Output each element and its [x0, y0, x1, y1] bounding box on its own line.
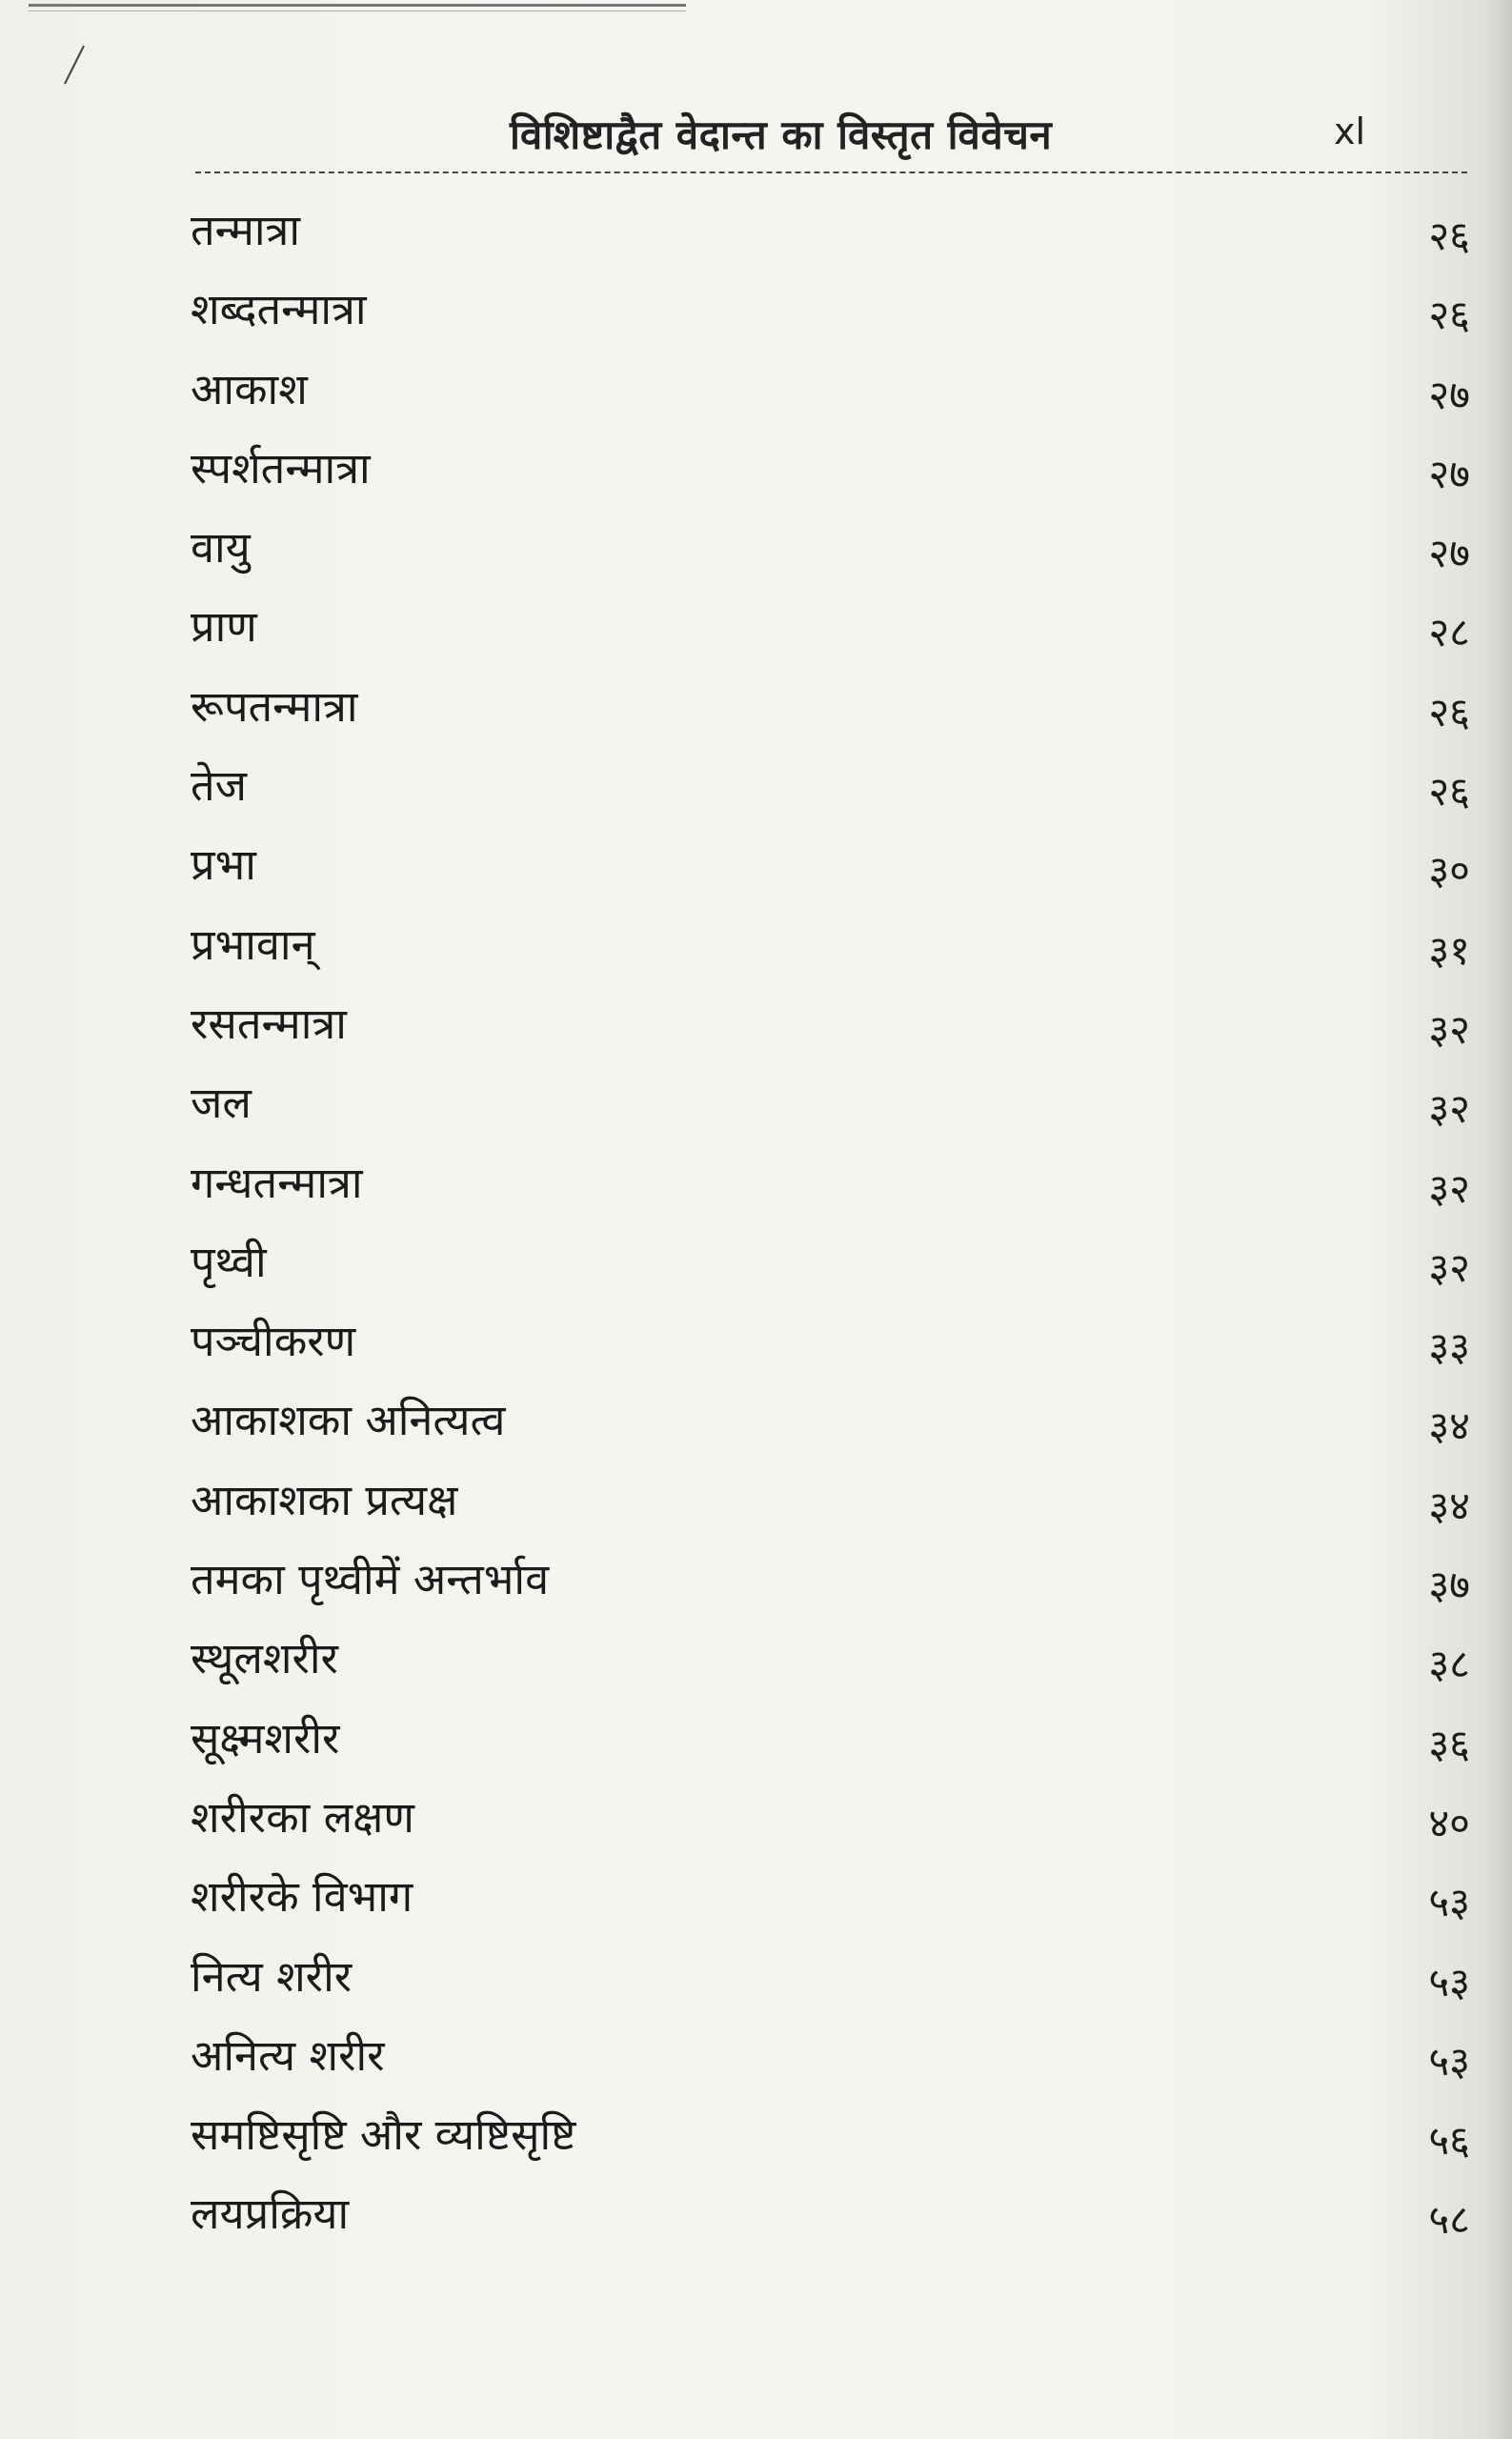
- header-dashed-rule: [195, 171, 1467, 173]
- toc-entry-title: आकाशका प्रत्यक्ष: [191, 1474, 458, 1525]
- toc-entry: [0, 835, 1512, 914]
- toc-entry-title: तमका पृथ्वीमें अन्तर्भाव: [191, 1554, 550, 1605]
- toc-entry-page: २६: [1428, 768, 1470, 816]
- toc-entry-title: प्राण: [191, 601, 257, 653]
- toc-entry-page: ५३: [1428, 2037, 1470, 2085]
- toc-entry-page: ५३: [1428, 1879, 1470, 1926]
- toc-entry: [0, 756, 1512, 835]
- toc-entry-page: २६: [1428, 688, 1470, 736]
- toc-entry-page: ३३: [1428, 1323, 1470, 1371]
- toc-entry: [0, 915, 1512, 994]
- toc-entry-page: ३२: [1428, 1005, 1470, 1053]
- toc-entry-title: तेज: [191, 760, 248, 812]
- toc-entry-title: समष्टिसृष्टि और व्यष्टिसृष्टि: [191, 2109, 576, 2161]
- toc-entry-title: सूक्ष्मशरीर: [191, 1712, 340, 1764]
- toc-entry-page: २७: [1428, 530, 1470, 577]
- toc-entry-page: ३२: [1428, 1164, 1470, 1212]
- toc-entry: [0, 1470, 1512, 1549]
- toc-entry: [0, 279, 1512, 358]
- toc-entry-page: ५३: [1428, 1958, 1470, 2006]
- toc-entry-title: अनित्य शरीर: [191, 2029, 385, 2081]
- toc-entry: [0, 1390, 1512, 1469]
- toc-entry-title: प्रभावान्: [191, 918, 315, 970]
- toc-entry-page: २८: [1428, 609, 1470, 656]
- toc-entry-page: २७: [1428, 371, 1470, 418]
- toc-entry-title: नित्य शरीर: [191, 1950, 353, 2002]
- toc-entry-page: २६: [1428, 212, 1470, 259]
- toc-entry: [0, 2105, 1512, 2184]
- toc-entry-title: शरीरका लक्षण: [191, 1791, 414, 1843]
- toc-entry: [0, 2026, 1512, 2105]
- toc-entry: [0, 1311, 1512, 1390]
- toc-entry-title: शब्दतन्मात्रा: [191, 284, 367, 335]
- toc-entry: [0, 200, 1512, 279]
- toc-entry: [0, 517, 1512, 596]
- running-head: [191, 107, 1372, 173]
- toc-entry-page: ३२: [1428, 1085, 1470, 1133]
- toc-entry-title: स्पर्शतन्मात्रा: [191, 442, 371, 494]
- toc-entry-page: ३१: [1428, 926, 1470, 974]
- toc-entry: [0, 438, 1512, 517]
- toc-entry-title: रूपतन्मात्रा: [191, 680, 358, 732]
- table-of-contents: [0, 200, 1512, 2264]
- toc-entry-title: जल: [191, 1078, 252, 1129]
- toc-entry-title: शरीरके विभाग: [191, 1871, 413, 1923]
- toc-entry: [0, 1787, 1512, 1866]
- toc-entry-title: तन्मात्रा: [191, 205, 301, 255]
- toc-entry-page: ३२: [1428, 1243, 1470, 1291]
- top-edge-rule-thin: [29, 10, 686, 11]
- toc-entry-page: २६: [1428, 292, 1470, 339]
- toc-entry-page: ४०: [1428, 1799, 1470, 1846]
- top-edge-rule: [29, 4, 686, 7]
- toc-entry: [0, 596, 1512, 675]
- toc-entry: [0, 1549, 1512, 1628]
- toc-entry-page: ३०: [1428, 847, 1470, 895]
- toc-entry: [0, 1946, 1512, 2026]
- toc-entry-page: २७: [1428, 450, 1470, 497]
- running-title: विशिष्टाद्वैत वेदान्त का विस्तृत विवेचन: [510, 111, 1053, 158]
- toc-entry: [0, 359, 1512, 438]
- toc-entry-page: ५८: [1428, 2196, 1470, 2244]
- toc-entry: [0, 1628, 1512, 1707]
- toc-entry-title: पञ्चीकरण: [191, 1316, 356, 1367]
- toc-entry-page: ३८: [1428, 1641, 1470, 1688]
- toc-entry-title: गन्धतन्मात्रा: [191, 1157, 363, 1208]
- pen-mark: [57, 38, 95, 95]
- toc-entry: [0, 2184, 1512, 2263]
- toc-entry-page: ३४: [1428, 1402, 1470, 1450]
- toc-entry: [0, 1073, 1512, 1152]
- page-number: xl: [1334, 111, 1366, 152]
- toc-entry: [0, 994, 1512, 1073]
- toc-entry: [0, 1866, 1512, 1945]
- toc-entry-title: स्थूलशरीर: [191, 1633, 338, 1684]
- toc-entry: [0, 1232, 1512, 1311]
- toc-entry: [0, 1708, 1512, 1787]
- toc-entry-title: प्रभा: [191, 839, 256, 891]
- toc-entry-title: लयप्रक्रिया: [191, 2188, 350, 2240]
- toc-entry-page: ५६: [1428, 2117, 1470, 2165]
- toc-entry-title: वायु: [191, 522, 251, 574]
- toc-entry-page: ३७: [1428, 1562, 1470, 1609]
- toc-entry-title: रसतन्मात्रा: [191, 998, 347, 1049]
- toc-entry-page: ३६: [1428, 1720, 1470, 1767]
- toc-entry: [0, 1153, 1512, 1232]
- toc-entry-page: ३४: [1428, 1482, 1470, 1529]
- toc-entry-title: पृथ्वी: [191, 1236, 267, 1287]
- toc-entry-title: आकाश: [191, 363, 308, 414]
- toc-entry: [0, 676, 1512, 756]
- toc-entry-title: आकाशका अनित्यत्व: [191, 1395, 506, 1446]
